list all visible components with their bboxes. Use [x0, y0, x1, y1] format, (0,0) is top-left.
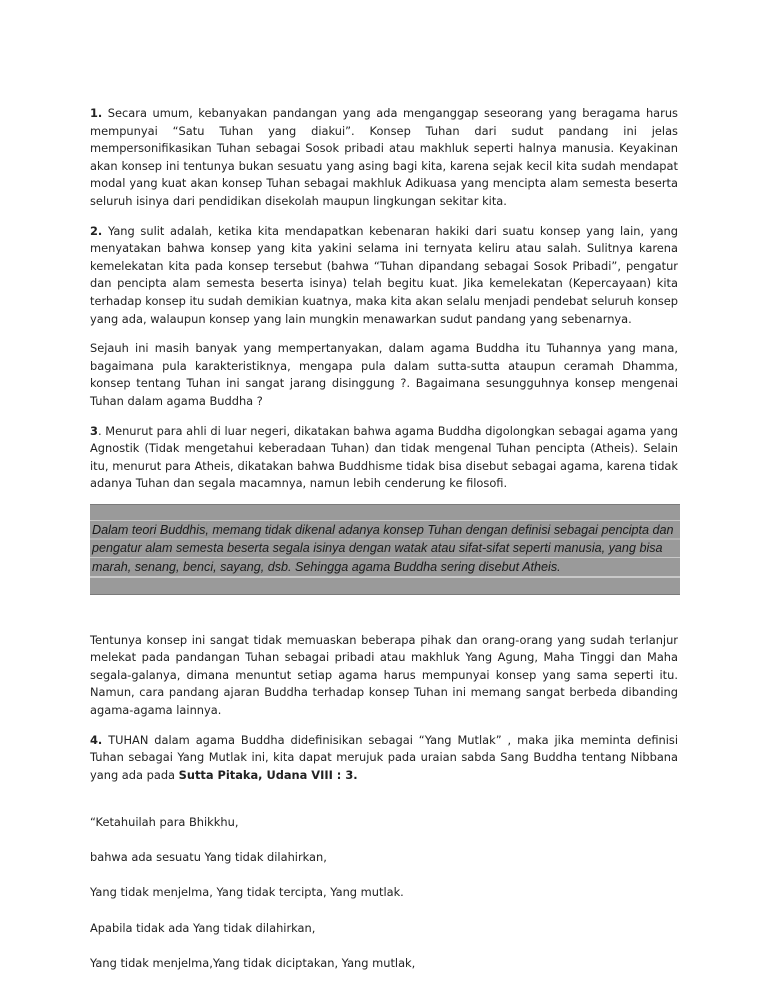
verse-line: bahwa ada sesuatu Yang tidak dilahirkan, [90, 850, 327, 865]
paragraph-text: Secara umum, kebanyakan pandangan yang ada menganggap seseorang yang beragama harus mempunyai “Satu Tuhan yang diakui”. Konsep Tuhan dari sudut pandang ini jelas mempersonifikasikan Tuhan sebagai Sosok pribadi atau makhluk seperti halnya manusia. Keyakinan akan konsep ini tentunya bukan sesuatu yang asing bagi kita, karena sejak kecil kita sudah mendapat modal yang kuat akan konsep Tuhan sebagai makhluk Adikuasa yang mencipta alam semesta beserta seluruh isinya dari pendidikan disekolah maupun lingkungan sekitar kita. [90, 106, 678, 208]
paragraph-2 [90, 223, 678, 329]
callout-text: Dalam teori Buddhis, memang tidak dikenal adanya konsep Tuhan dengan definisi sebagai pencipta dan pengatur alam semesta beserta segala isinya dengan watak atau sifat-sifat seperti manusia, yang bisa marah, senang, benci, sayang, dsb. Sehingga agama Buddha sering disebut Atheis. [90, 521, 680, 577]
callout-top-band [90, 505, 680, 521]
highlighted-callout [90, 504, 680, 595]
paragraph-number: 3 [90, 423, 98, 438]
verse-line: Yang tidak menjelma, Yang tidak tercipta, Yang mutlak. [90, 885, 404, 900]
verse-line: Yang tidak menjelma,Yang tidak diciptakan, Yang mutlak, [90, 955, 416, 970]
paragraph-number: 4. [90, 732, 103, 747]
paragraph-text: Tentunya konsep ini sangat tidak memuaskan beberapa pihak dan orang-orang yang sudah terlanjur melekat pada pandangan Tuhan sebagai pribadi atau makhluk Yang Agung, Maha Tinggi dan Maha segala-galanya, dimana menuntut setiap agama harus mempunyai konsep yang sama seperti itu. Namun, cara pandang ajaran Buddha terhadap konsep Tuhan ini memang sangat berbeda dibanding agama-agama lainnya. [90, 632, 678, 718]
callout-bottom-band [90, 577, 680, 594]
paragraph-3 [90, 423, 678, 493]
paragraph-1 [90, 105, 678, 211]
paragraph-text: Yang sulit adalah, ketika kita mendapatkan kebenaran hakiki dari suatu konsep yang lain, yang menyatakan bahwa konsep yang kita yakini selama ini ternyata keliru atau salah. Sulitnya karena kemelekatan kita pada konsep tersebut (bahwa “Tuhan dipandang sebagai Sosok Pribadi”, pengatur dan pencipta alam semesta beserta isinya) telah begitu kuat. Jika kemelekatan (Kepercayaan) kita terhadap konsep itu sudah demikian kuatnya, maka kita akan selalu menjadi pendebat seluruh konsep yang ada, walaupun konsep yang lain mungkin menawarkan sudut pandang yang sebenarnya. [90, 223, 678, 326]
document-body [90, 105, 678, 990]
scripture-verse [90, 796, 678, 990]
scripture-reference: Sutta Pitaka, Udana VIII : 3. [178, 767, 358, 782]
paragraph-text: TUHAN dalam agama Buddha didefinisikan sebagai “Yang Mutlak” , maka jika meminta definisi Tuhan sebagai Yang Mutlak ini, kita dapat merujuk pada uraian sabda Sang Buddha tentang Nibbana yang ada pada [90, 732, 678, 782]
paragraph-number: 2. [90, 223, 103, 238]
paragraph-4 [90, 732, 678, 785]
paragraph-text: Sejauh ini masih banyak yang mempertanyakan, dalam agama Buddha itu Tuhannya yang mana, bagaimana pula karakteristiknya, mengapa pula dalam sutta-sutta ataupun ceramah Dhamma, konsep tentang Tuhan ini sangat jarang disinggung ?. Bagaimana sesungguhnya konsep mengenai Tuhan dalam agama Buddha ? [90, 341, 678, 408]
paragraph-5 [90, 632, 678, 720]
verse-line: Apabila tidak ada Yang tidak dilahirkan, [90, 920, 316, 935]
paragraph-number: 1. [90, 106, 103, 120]
spacer [90, 595, 678, 632]
paragraph-text: . Menurut para ahli di luar negeri, dikatakan bahwa agama Buddha digolongkan sebagai agama yang Agnostik (Tidak mengetahui keberadaan Tuhan) dan tidak mengenal Tuhan pencipta (Atheis). Selain itu, menurut para Atheis, dikatakan bahwa Buddhisme tidak bisa disebut sebagai agama, karena tidak adanya Tuhan dan segala macamnya, namun lebih cenderung ke filosofi. [90, 423, 678, 491]
verse-line: “Ketahuilah para Bhikkhu, [90, 815, 239, 829]
paragraph-question [90, 340, 678, 410]
